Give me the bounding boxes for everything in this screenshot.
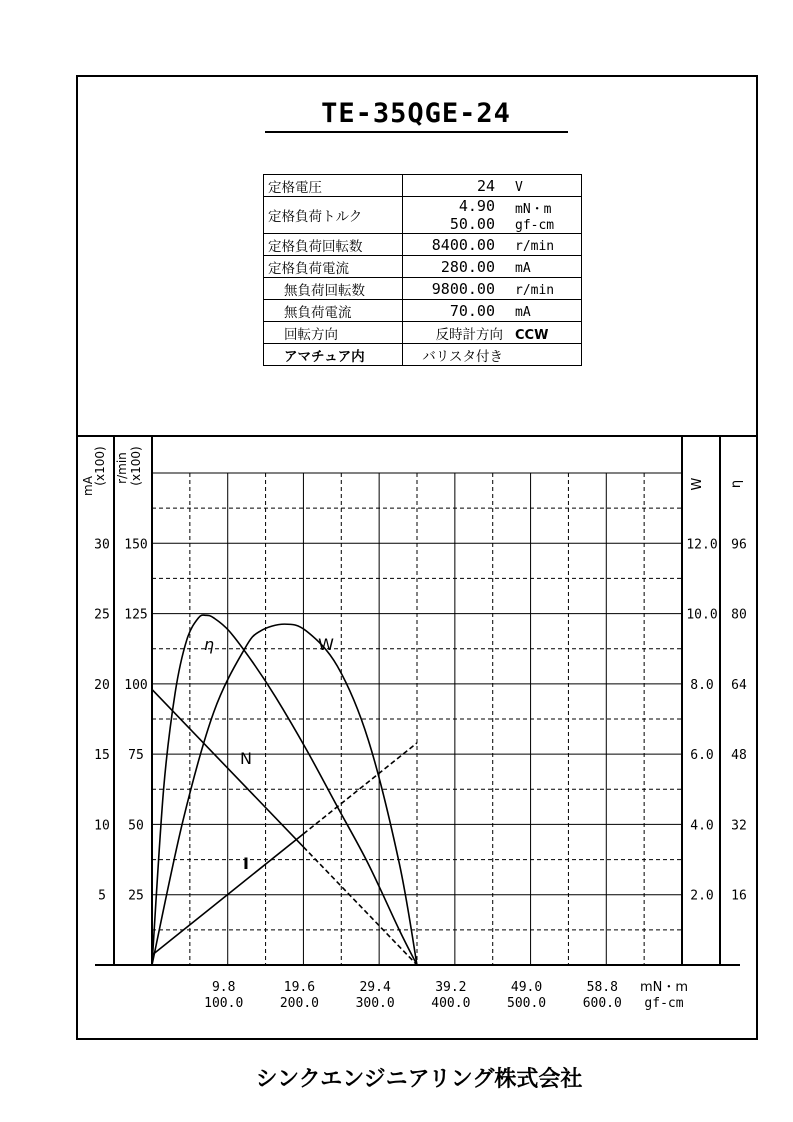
tick-label-rpm: 50 bbox=[128, 818, 144, 834]
x-unit-label-1: mN・m bbox=[639, 980, 689, 995]
axis-labels bbox=[81, 446, 747, 1011]
tick-label-x-gfcm: 500.0 bbox=[507, 996, 547, 1011]
spec-label: 定格負荷回転数 bbox=[264, 234, 403, 256]
spec-unit: V bbox=[515, 179, 523, 195]
company-footer: シンクエンジニアリング株式会社 bbox=[255, 1067, 583, 1092]
spec-label: 無負荷電流 bbox=[264, 300, 403, 322]
spec-unit: CCW bbox=[515, 327, 549, 343]
spec-value: 9800.00 bbox=[431, 279, 495, 298]
tick-label-rpm: 25 bbox=[128, 888, 144, 904]
tick-label-W: 8.0 bbox=[690, 677, 714, 693]
tick-label-eta: 16 bbox=[731, 888, 747, 904]
tick-label-eta: 64 bbox=[731, 677, 747, 693]
tick-label-x-mNm: 29.4 bbox=[359, 980, 391, 995]
series-label-I: I bbox=[243, 854, 249, 873]
spec-unit-2: gf-cm bbox=[515, 217, 555, 233]
spec-value: 8400.00 bbox=[431, 235, 495, 254]
spec-unit: r/min bbox=[515, 282, 555, 298]
series-line-I-dashed bbox=[303, 743, 417, 834]
spec-unit: mA bbox=[515, 260, 531, 276]
tick-label-W: 4.0 bbox=[690, 818, 714, 834]
spec-label: 定格負荷電流 bbox=[264, 256, 403, 278]
tick-label-W: 2.0 bbox=[690, 888, 714, 904]
series-line-W bbox=[152, 624, 417, 965]
spec-value: 70.00 bbox=[449, 301, 495, 320]
tick-label-rpm: 125 bbox=[124, 607, 148, 623]
spec-unit: r/min bbox=[515, 238, 555, 254]
tick-label-mA: 5 bbox=[98, 888, 106, 904]
tick-label-x-mNm: 19.6 bbox=[283, 980, 316, 995]
spec-value: 4.90 bbox=[458, 197, 495, 215]
tick-label-x-gfcm: 300.0 bbox=[355, 996, 395, 1011]
tick-label-mA: 15 bbox=[94, 748, 110, 764]
series-label-W: W bbox=[318, 635, 334, 654]
tick-label-x-mNm: 49.0 bbox=[510, 980, 543, 995]
tick-label-W: 10.0 bbox=[686, 607, 718, 623]
tick-label-eta: 96 bbox=[731, 537, 747, 553]
tick-label-eta: 32 bbox=[731, 818, 747, 834]
series-label-η: η bbox=[203, 635, 215, 654]
spec-value: 24 bbox=[476, 176, 495, 195]
axis-label-eta: η bbox=[729, 479, 744, 489]
tick-label-x-gfcm: 600.0 bbox=[582, 996, 622, 1011]
tick-label-W: 12.0 bbox=[686, 537, 718, 553]
spec-label: 無負荷回転数 bbox=[264, 278, 403, 300]
tick-label-mA: 25 bbox=[94, 607, 110, 623]
tick-label-eta: 48 bbox=[731, 748, 747, 764]
tick-label-mA: 20 bbox=[94, 677, 110, 693]
tick-label-rpm: 150 bbox=[124, 537, 148, 553]
page-title: TE-35QGE-24 bbox=[321, 98, 511, 129]
tick-label-eta: 80 bbox=[731, 607, 747, 623]
x-unit-label-2: gf-cm bbox=[644, 996, 684, 1011]
spec-label: 定格電圧 bbox=[264, 175, 403, 197]
tick-label-rpm: 75 bbox=[128, 748, 144, 764]
spec-unit: mN・m bbox=[515, 201, 552, 217]
axis-label-mA: mA bbox=[81, 476, 95, 496]
spec-value-2: 50.00 bbox=[449, 215, 495, 233]
tick-label-mA: 10 bbox=[94, 818, 110, 834]
axis-scale-rpm: (x100) bbox=[129, 446, 143, 486]
spec-value: バリスタ付き bbox=[422, 348, 503, 365]
spec-value: 280.00 bbox=[440, 257, 495, 276]
spec-label: アマチュア内 bbox=[264, 344, 403, 366]
series-label-N: N bbox=[240, 749, 252, 768]
tick-label-W: 6.0 bbox=[690, 748, 714, 764]
tick-label-x-mNm: 39.2 bbox=[435, 980, 467, 995]
tick-label-x-gfcm: 400.0 bbox=[431, 996, 471, 1011]
spec-unit: mA bbox=[515, 304, 531, 320]
tick-label-x-gfcm: 200.0 bbox=[279, 996, 319, 1011]
chart-series bbox=[152, 615, 417, 965]
tick-label-x-mNm: 9.8 bbox=[211, 980, 236, 995]
series-line-η bbox=[152, 615, 417, 965]
axis-label-W: W bbox=[690, 477, 705, 491]
spec-label: 定格負荷トルク bbox=[264, 197, 403, 234]
tick-label-x-gfcm: 100.0 bbox=[204, 996, 244, 1011]
tick-label-mA: 30 bbox=[94, 537, 110, 553]
spec-value: 反時計方向 bbox=[435, 326, 503, 343]
spec-label: 回転方向 bbox=[264, 322, 403, 344]
axis-label-rpm: r/min bbox=[115, 452, 129, 484]
tick-label-rpm: 100 bbox=[124, 677, 148, 693]
tick-label-x-mNm: 58.8 bbox=[586, 980, 618, 995]
axis-scale-mA: (x100) bbox=[93, 446, 107, 486]
